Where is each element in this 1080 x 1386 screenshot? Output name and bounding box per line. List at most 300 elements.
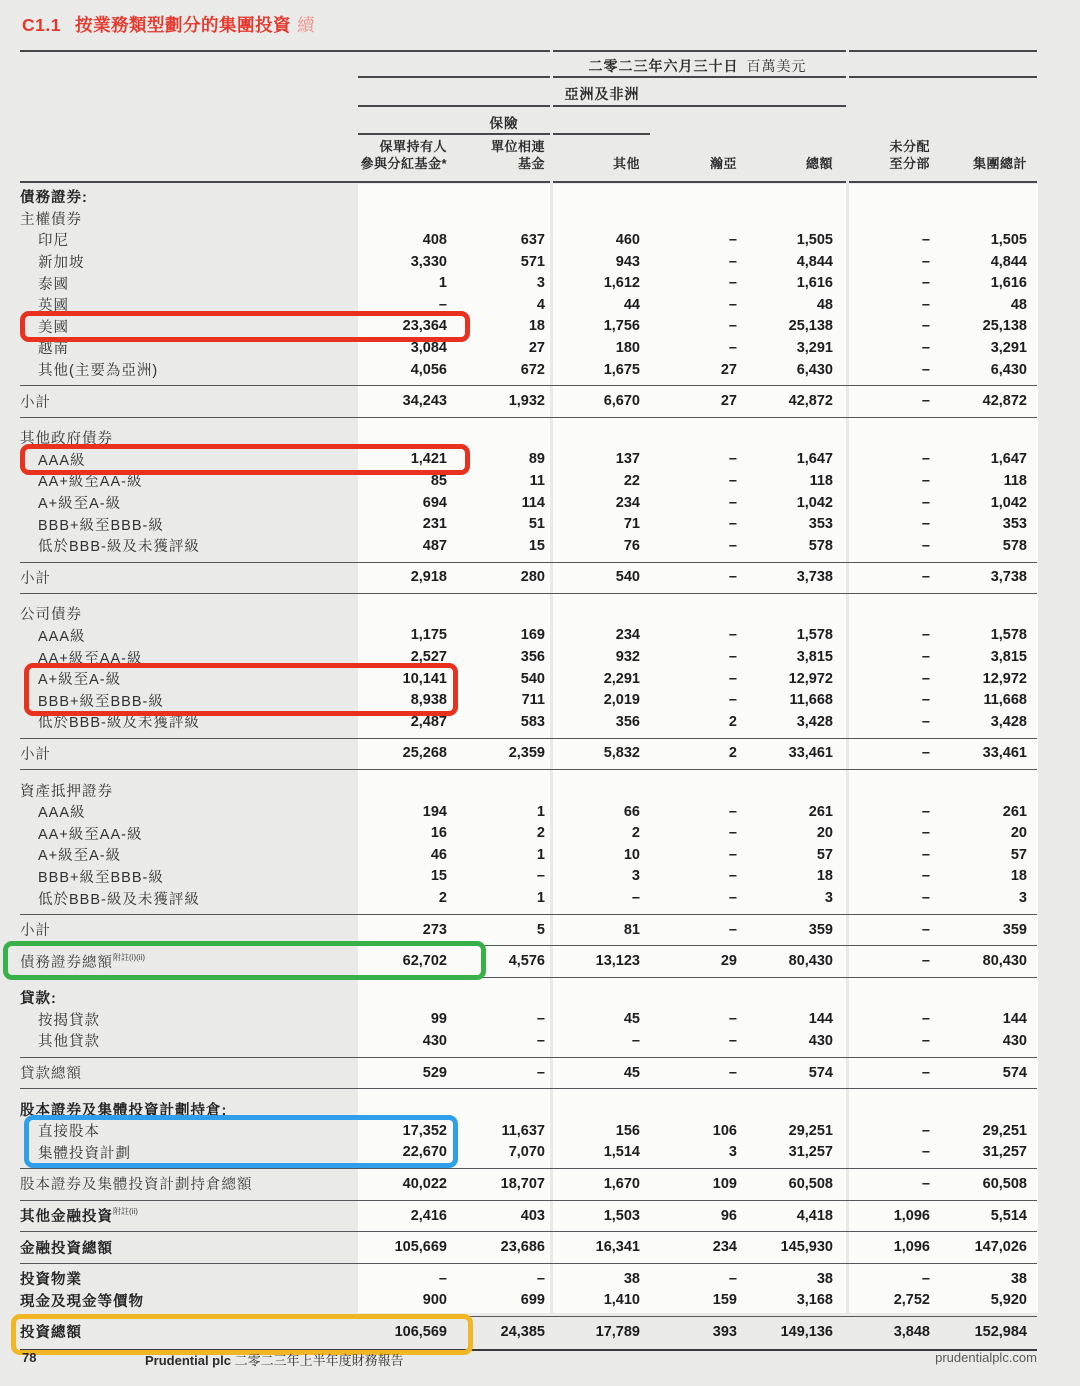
value-cell: 29 — [720, 953, 737, 970]
value-cell: – — [728, 451, 737, 468]
value-cell: 1,042 — [796, 494, 833, 511]
row-label: 直接股本 — [38, 1124, 100, 1141]
value-cell: – — [728, 537, 737, 554]
row-label: 貸款: — [20, 991, 57, 1008]
value-cell: 4,844 — [796, 253, 833, 270]
table-row — [20, 470, 1037, 492]
table-rule — [20, 945, 1037, 946]
value-cell: – — [728, 253, 737, 270]
value-cell: – — [728, 296, 737, 313]
row-label: 泰國 — [38, 276, 69, 293]
value-cell: 1 — [536, 890, 545, 907]
value-cell: – — [536, 1270, 545, 1287]
value-cell: 273 — [422, 921, 447, 938]
table-row — [20, 316, 1037, 338]
section-continued-tag: 續 — [296, 15, 315, 35]
row-label: AA+級至AA-級 — [38, 650, 143, 667]
column-header: 總額 — [805, 156, 833, 171]
row-label: 英國 — [38, 298, 69, 315]
value-cell: 60,508 — [788, 1175, 833, 1192]
table-row — [20, 272, 1037, 294]
table-row — [20, 1321, 1037, 1343]
table-row — [20, 711, 1037, 733]
value-cell: 159 — [712, 1292, 737, 1309]
value-cell: 1,514 — [603, 1144, 640, 1161]
value-cell: 27 — [720, 361, 737, 378]
value-cell: – — [728, 1270, 737, 1287]
value-cell: 25,138 — [982, 318, 1027, 335]
value-cell: 2,019 — [603, 692, 640, 709]
column-header: 集團總計 — [972, 156, 1027, 171]
value-cell: 1,410 — [603, 1292, 640, 1309]
value-cell: 51 — [528, 516, 545, 533]
table-rule — [20, 977, 1037, 978]
value-cell: 12,972 — [788, 670, 833, 687]
value-cell: 487 — [422, 537, 447, 554]
table-row — [20, 1062, 1037, 1084]
value-cell: 10,141 — [402, 670, 447, 687]
value-cell: – — [728, 670, 737, 687]
segment-header-rule — [358, 133, 650, 135]
value-cell: – — [921, 1270, 930, 1287]
value-cell: 234 — [615, 627, 640, 644]
table-row — [20, 1290, 1037, 1312]
value-cell: – — [921, 627, 930, 644]
value-cell: 1 — [438, 275, 447, 292]
value-cell: 3,428 — [796, 713, 833, 730]
row-label: BBB+級至BBB-級 — [38, 693, 164, 710]
table-row — [20, 801, 1037, 823]
row-label: BBB+級至BBB-級 — [38, 517, 164, 534]
table-rule — [20, 738, 1037, 739]
value-cell: – — [921, 275, 930, 292]
value-cell: 42,872 — [788, 393, 833, 410]
table-rule — [20, 1316, 1037, 1317]
value-cell: 24,385 — [500, 1323, 545, 1340]
value-cell: 353 — [1002, 516, 1027, 533]
value-cell: 80,430 — [982, 953, 1027, 970]
table-body — [20, 186, 1037, 1351]
website-url: prudentialplc.com — [935, 1350, 1037, 1365]
table-rule — [20, 1057, 1037, 1058]
value-cell: 20 — [816, 825, 833, 842]
row-label: 資產抵押證券 — [20, 783, 113, 800]
value-cell: 1,421 — [410, 451, 447, 468]
value-cell: – — [921, 1064, 930, 1081]
value-cell: – — [728, 318, 737, 335]
row-label: AAA級 — [38, 628, 86, 645]
value-cell: 29,251 — [982, 1122, 1027, 1139]
column-header: 單位相連 基金 — [490, 139, 545, 171]
row-label: A+級至A-級 — [38, 848, 122, 865]
value-cell: 20 — [1010, 825, 1027, 842]
value-cell: 40,022 — [402, 1175, 447, 1192]
value-cell: 81 — [623, 921, 640, 938]
value-cell: 45 — [623, 1064, 640, 1081]
row-label: BBB+級至BBB-級 — [38, 869, 164, 886]
value-cell: 16,341 — [595, 1239, 640, 1256]
value-cell: 2,752 — [893, 1292, 930, 1309]
value-cell: – — [536, 1011, 545, 1028]
value-cell: 353 — [808, 516, 833, 533]
value-cell: 3,738 — [990, 569, 1027, 586]
value-cell: 194 — [422, 803, 447, 820]
value-cell: 1,042 — [990, 494, 1027, 511]
table-row — [20, 887, 1037, 909]
value-cell: 23,686 — [500, 1239, 545, 1256]
value-cell: 44 — [623, 296, 640, 313]
value-cell: 5,920 — [990, 1292, 1027, 1309]
value-cell: 17,352 — [402, 1122, 447, 1139]
value-cell: 38 — [1010, 1270, 1027, 1287]
table-row — [20, 866, 1037, 888]
value-cell: 1,578 — [990, 627, 1027, 644]
row-label: 公司債券 — [20, 607, 82, 624]
value-cell: 3,291 — [796, 339, 833, 356]
value-cell: 137 — [615, 451, 640, 468]
row-label: 其他貸款 — [38, 1034, 100, 1051]
table-rule — [20, 1200, 1037, 1201]
value-cell: 1,647 — [990, 451, 1027, 468]
value-cell: – — [921, 890, 930, 907]
value-cell: 359 — [808, 921, 833, 938]
value-cell: 1,612 — [603, 275, 640, 292]
table-row — [20, 535, 1037, 557]
value-cell: 1,096 — [893, 1239, 930, 1256]
value-cell: – — [728, 339, 737, 356]
value-cell: 359 — [1002, 921, 1027, 938]
table-row — [20, 229, 1037, 251]
value-cell: 147,026 — [974, 1239, 1027, 1256]
row-label: 集體投資計劃 — [38, 1145, 131, 1162]
row-label: 投資物業 — [20, 1272, 82, 1289]
value-cell: 31,257 — [788, 1144, 833, 1161]
value-cell: – — [921, 451, 930, 468]
value-cell: 99 — [430, 1011, 447, 1028]
value-cell: 109 — [712, 1175, 737, 1192]
value-cell: 45 — [623, 1011, 640, 1028]
row-label: 投資總額 — [20, 1325, 82, 1342]
value-cell: 11,668 — [789, 692, 833, 709]
value-cell: 66 — [623, 803, 640, 820]
value-cell: 17,789 — [595, 1323, 640, 1340]
value-cell: – — [921, 296, 930, 313]
value-cell: – — [728, 494, 737, 511]
value-cell: – — [631, 1032, 640, 1049]
value-cell: 18 — [1010, 868, 1027, 885]
table-row — [20, 844, 1037, 866]
value-cell: 169 — [520, 627, 545, 644]
table-row — [20, 1030, 1037, 1052]
value-cell: – — [728, 921, 737, 938]
value-cell: 3 — [631, 868, 640, 885]
region-header-rule — [358, 105, 846, 107]
value-cell: 637 — [520, 231, 545, 248]
value-cell: 89 — [528, 451, 545, 468]
table-row — [20, 822, 1037, 844]
row-label: A+級至A-級 — [38, 672, 122, 689]
value-cell: – — [921, 253, 930, 270]
value-cell: – — [728, 868, 737, 885]
value-cell: – — [921, 825, 930, 842]
value-cell: 430 — [422, 1032, 447, 1049]
value-cell: – — [921, 231, 930, 248]
value-cell: 403 — [520, 1207, 545, 1224]
value-cell: 408 — [422, 231, 447, 248]
value-cell: 2,359 — [508, 745, 545, 762]
value-cell: 3,738 — [796, 569, 833, 586]
table-row — [20, 919, 1037, 941]
row-label: 債務證券總額$^{附註(i)(ii)}$ — [20, 952, 145, 971]
value-cell: – — [921, 803, 930, 820]
value-cell: – — [728, 803, 737, 820]
value-cell: – — [921, 516, 930, 533]
value-cell: 118 — [1003, 472, 1027, 489]
row-label: 小計 — [20, 923, 51, 940]
value-cell: 3,815 — [796, 649, 833, 666]
value-cell: 46 — [430, 846, 447, 863]
value-cell: 6,430 — [796, 361, 833, 378]
brand-name: Prudential plc — [145, 1353, 231, 1368]
row-label: AA+級至AA-級 — [38, 474, 143, 491]
table-row — [20, 743, 1037, 765]
table-rule — [20, 769, 1037, 770]
table-row — [20, 950, 1037, 972]
value-cell: 33,461 — [788, 745, 833, 762]
value-cell: – — [631, 890, 640, 907]
value-cell: 3,168 — [796, 1292, 833, 1309]
value-cell: 11 — [529, 472, 545, 489]
value-cell: 180 — [615, 339, 640, 356]
value-cell: 15 — [430, 868, 447, 885]
value-cell: – — [921, 537, 930, 554]
value-cell: 1,578 — [796, 627, 833, 644]
value-cell: 1,932 — [508, 393, 545, 410]
value-cell: 711 — [521, 692, 545, 709]
table-row — [20, 1142, 1037, 1164]
column-header-rule — [20, 181, 1037, 183]
table-row — [20, 492, 1037, 514]
value-cell: 25,268 — [402, 745, 447, 762]
column-header: 其他 — [612, 156, 640, 171]
value-cell: 2 — [728, 745, 737, 762]
row-label: 低於BBB-級及未獲評級 — [38, 715, 200, 732]
value-cell: 2 — [728, 713, 737, 730]
value-cell: 280 — [520, 569, 545, 586]
value-cell: 18 — [816, 868, 833, 885]
table-row — [20, 1268, 1037, 1290]
table-rule — [20, 385, 1037, 386]
value-cell: 529 — [422, 1064, 447, 1081]
value-cell: – — [728, 649, 737, 666]
value-cell: 1,675 — [603, 361, 640, 378]
value-cell: 4,418 — [796, 1207, 833, 1224]
value-cell: 34,243 — [402, 393, 447, 410]
table-row — [20, 449, 1037, 471]
row-label: 股本證券及集體投資計劃持倉總額 — [20, 1177, 253, 1194]
value-cell: – — [728, 569, 737, 586]
row-label: AAA級 — [38, 805, 86, 822]
value-cell: 5 — [536, 921, 545, 938]
table-row — [20, 779, 1037, 801]
footnote-reference: 附註(i)(ii) — [113, 952, 145, 962]
table-rule — [20, 914, 1037, 915]
value-cell: 4,576 — [508, 953, 545, 970]
value-cell: 3,428 — [990, 713, 1027, 730]
row-label: 金融投資總額 — [20, 1240, 113, 1257]
value-cell: – — [438, 296, 447, 313]
value-cell: 430 — [808, 1032, 833, 1049]
value-cell: – — [921, 745, 930, 762]
value-cell: 1,505 — [796, 231, 833, 248]
table-rule — [20, 1168, 1037, 1169]
value-cell: – — [728, 1064, 737, 1081]
value-cell: 231 — [422, 516, 447, 533]
value-cell: – — [921, 846, 930, 863]
row-label: 小計 — [20, 746, 51, 763]
value-cell: 1,647 — [796, 451, 833, 468]
table-row — [20, 1009, 1037, 1031]
section-code: C1.1 — [22, 15, 61, 35]
value-cell: 144 — [1002, 1011, 1027, 1028]
value-cell: 76 — [623, 537, 640, 554]
value-cell: 106 — [712, 1122, 737, 1139]
row-label: 其他(主要為亞洲) — [38, 363, 159, 380]
value-cell: 22 — [623, 472, 640, 489]
value-cell: – — [921, 339, 930, 356]
value-cell: 6,430 — [990, 361, 1027, 378]
row-label: 其他金融投資$^{附註(ii)}$ — [20, 1207, 138, 1226]
value-cell: 149,136 — [780, 1323, 833, 1340]
row-label: 按揭貸款 — [38, 1012, 100, 1029]
row-label: 主權債券 — [20, 211, 82, 228]
value-cell: 1,616 — [990, 275, 1027, 292]
value-cell: 3,848 — [893, 1323, 930, 1340]
value-cell: 145,930 — [780, 1239, 833, 1256]
value-cell: 16 — [430, 825, 447, 842]
value-cell: 574 — [1002, 1064, 1027, 1081]
value-cell: 7,070 — [508, 1144, 545, 1161]
value-cell: – — [921, 1144, 930, 1161]
table-row — [20, 1120, 1037, 1142]
value-cell: 15 — [528, 537, 545, 554]
value-cell: 118 — [809, 472, 833, 489]
value-cell: 152,984 — [974, 1323, 1027, 1340]
value-cell: – — [921, 713, 930, 730]
footnote-reference: 附註(ii) — [113, 1207, 138, 1217]
value-cell: – — [921, 868, 930, 885]
value-cell: 672 — [520, 361, 545, 378]
value-cell: 11,637 — [501, 1122, 545, 1139]
value-cell: 31,257 — [982, 1144, 1027, 1161]
value-cell: 6,670 — [603, 393, 640, 410]
row-label: 現金及現金等價物 — [20, 1293, 144, 1310]
value-cell: 156 — [615, 1122, 640, 1139]
value-cell: – — [921, 472, 930, 489]
row-label: 其他政府債券 — [20, 431, 113, 448]
value-cell: – — [921, 361, 930, 378]
value-cell: 540 — [615, 569, 640, 586]
value-cell: 10 — [623, 846, 640, 863]
value-cell: 1,505 — [990, 231, 1027, 248]
table-top-rule — [20, 50, 1037, 52]
value-cell: 60,508 — [982, 1175, 1027, 1192]
table-row — [20, 294, 1037, 316]
value-cell: 4,056 — [410, 361, 447, 378]
currency-unit: 百萬美元 — [746, 58, 807, 74]
table-date-header — [358, 56, 1037, 76]
value-cell: 234 — [712, 1239, 737, 1256]
table-row — [20, 1173, 1037, 1195]
value-cell: 694 — [422, 494, 447, 511]
table-row — [20, 186, 1037, 208]
value-cell: 3 — [1018, 890, 1027, 907]
value-cell: 38 — [623, 1270, 640, 1287]
value-cell: 1,096 — [893, 1207, 930, 1224]
table-rule — [20, 417, 1037, 418]
table-rule — [20, 1231, 1037, 1232]
value-cell: – — [728, 516, 737, 533]
value-cell: – — [728, 692, 737, 709]
value-cell: – — [728, 1011, 737, 1028]
value-cell: 12,972 — [982, 670, 1027, 687]
row-label: AA+級至AA-級 — [38, 826, 143, 843]
table-row — [20, 625, 1037, 647]
value-cell: 33,461 — [982, 745, 1027, 762]
value-cell: 23,364 — [402, 318, 447, 335]
value-cell: 8,938 — [410, 692, 447, 709]
value-cell: 22,670 — [402, 1144, 447, 1161]
value-cell: 3,330 — [410, 253, 447, 270]
table-row — [20, 390, 1037, 412]
value-cell: 3,291 — [990, 339, 1027, 356]
column-header: 未分配 至分部 — [889, 139, 930, 171]
table-rule — [20, 1263, 1037, 1264]
value-cell: 2 — [536, 825, 545, 842]
table-row — [20, 668, 1037, 690]
value-cell: – — [921, 318, 930, 335]
value-cell: – — [728, 472, 737, 489]
table-row — [20, 689, 1037, 711]
value-cell: 114 — [521, 494, 545, 511]
value-cell: 1,616 — [796, 275, 833, 292]
value-cell: 106,569 — [394, 1323, 447, 1340]
row-label: 低於BBB-級及未獲評級 — [38, 539, 200, 556]
value-cell: 1,756 — [603, 318, 640, 335]
value-cell: 261 — [808, 803, 833, 820]
row-label: AAA級 — [38, 452, 86, 469]
table-row — [20, 251, 1037, 273]
value-cell: 2,291 — [603, 670, 640, 687]
column-headers — [20, 138, 1037, 172]
value-cell: 430 — [1002, 1032, 1027, 1049]
value-cell: 57 — [816, 846, 833, 863]
value-cell: 3 — [536, 275, 545, 292]
value-cell: 11,668 — [983, 692, 1027, 709]
column-header: 保單持有人 參與分紅基金* — [360, 139, 447, 171]
page-title — [22, 12, 315, 37]
row-label: 小計 — [20, 394, 51, 411]
report-date: 二零二三年六月三十日 — [588, 58, 739, 74]
value-cell: 29,251 — [788, 1122, 833, 1139]
table-rule — [20, 593, 1037, 594]
value-cell: 3 — [728, 1144, 737, 1161]
row-label: 低於BBB-級及未獲評級 — [38, 891, 200, 908]
value-cell: 3,815 — [990, 649, 1027, 666]
value-cell: 900 — [422, 1292, 447, 1309]
value-cell: 1,503 — [603, 1207, 640, 1224]
value-cell: 234 — [615, 494, 640, 511]
